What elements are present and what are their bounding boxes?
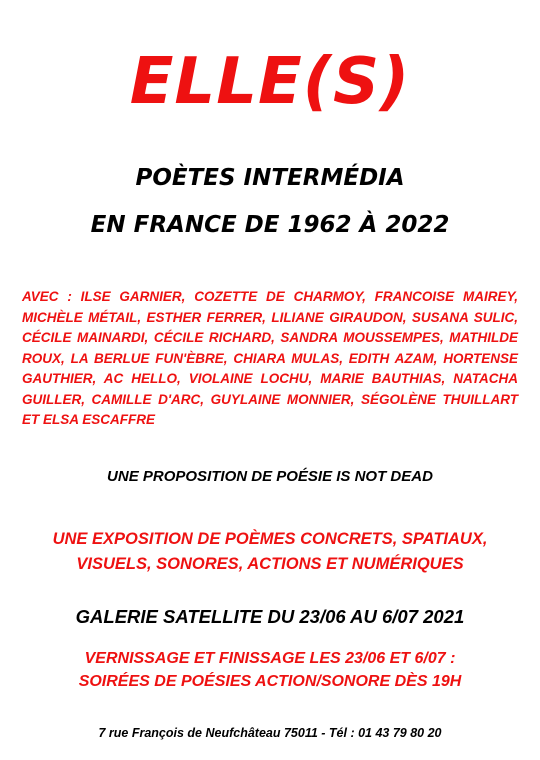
exposition-line-1: UNE EXPOSITION DE POÈMES CONCRETS, SPATIAUX, <box>52 530 488 548</box>
address-line: 7 rue François de Neufchâteau 75011 - Tél : 01 43 79 80 20 <box>98 726 442 740</box>
exposition-description <box>0 527 540 577</box>
subtitle-line-2: EN FRANCE DE 1962 À 2022 <box>90 212 450 238</box>
vernissage-info <box>0 647 540 693</box>
proposal-line: UNE PROPOSITION DE POÉSIE IS NOT DEAD <box>107 468 433 485</box>
vernissage-line-2: SOIRÉES DE POÉSIES ACTION/SONORE DÈS 19H <box>78 673 462 690</box>
vernissage-line-1: VERNISSAGE ET FINISSAGE LES 23/06 ET 6/07 : <box>84 650 456 667</box>
exposition-line-2: VISUELS, SONORES, ACTIONS ET NUMÉRIQUES <box>76 555 464 573</box>
subtitle-line-1: POÈTES INTERMÉDIA <box>135 165 405 191</box>
artists-list: AVEC : ILSE GARNIER, COZETTE DE CHARMOY, FRANCOISE MAIREY, MICHÈLE MÉTAIL, ESTHER FERRER, LILIANE GIRAUDON, SUSANA SULIC, CÉCILE MAINARDI, CÉCILE RICHARD, SANDRA MOUSSEMPES, MATHILDE ROUX, LA BERLUE FUN'ÈBRE, CHIARA MULAS, EDITH AZAM, HORTENSE GAUTHIER, AC HELLO, VIOLAINE LOCHU, MARIE BAUTHIAS, NATACHA GUILLER, CAMILLE D'ARC, GUYLAINE MONNIER, SÉGOLÈNE THUILLART ET ELSA ESCAFFRE <box>22 289 518 427</box>
poster-title: ELLE(S) <box>129 45 411 119</box>
gallery-dates: GALERIE SATELLITE DU 23/06 AU 6/07 2021 <box>75 606 465 627</box>
